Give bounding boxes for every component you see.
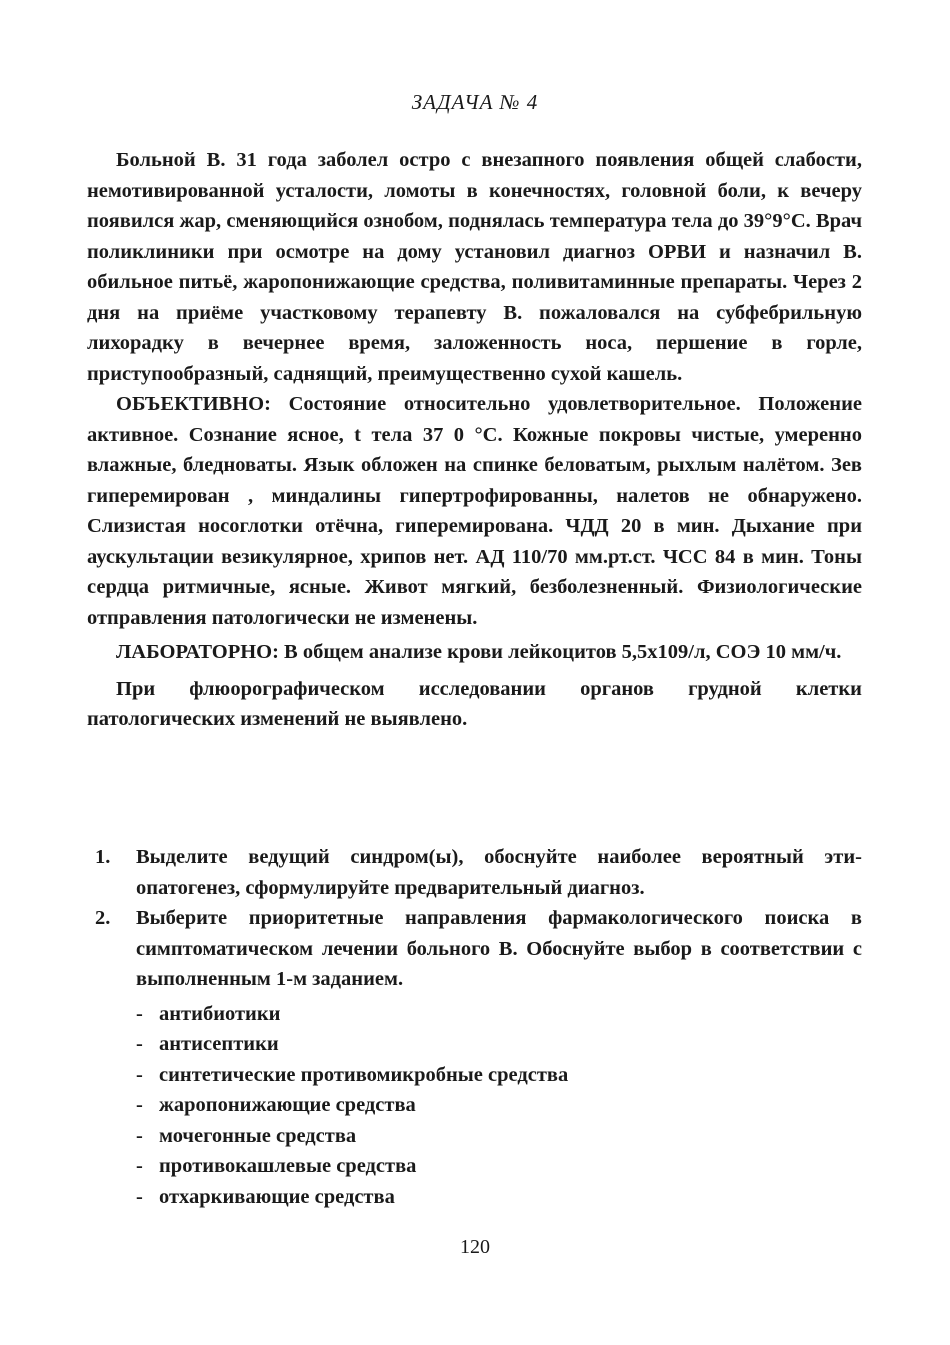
option-label: мочегонные средства [159, 1124, 357, 1147]
case-description [87, 145, 862, 735]
option-item [136, 1029, 862, 1060]
option-marker: - [136, 1185, 143, 1208]
task-text: Выделите ведущий синдром(ы), обоснуйте наиболее вероятный эти-опатогенез, сформулируйте предварительный диагноз. [136, 846, 862, 899]
option-marker: - [136, 1155, 143, 1177]
option-marker: - [136, 1063, 143, 1086]
option-item [136, 999, 862, 1030]
option-label: отхаркивающие средства [159, 1185, 395, 1208]
drug-options-list [136, 999, 862, 1213]
page-number: 120 [460, 1236, 490, 1258]
task-title: ЗАДАЧА № 4 [411, 90, 539, 114]
task-number: 2. [95, 907, 111, 929]
option-label: синтетические противомикробные средства [159, 1063, 569, 1086]
option-marker: - [136, 1033, 143, 1055]
case-paragraph: Больной В. 31 года заболел остро с внезапного появления общей слабости, немотивированной усталости, ломоты в конечностях, головной боли, к вечеру появился жар, сменяющийся ознобом, поднялась температура тела до 39°9°С. Врач поликлиники при осмотре на дому установил диагноз ОРВИ и назначил В. обильное питьё, жаропонижающие средства, поливитаминные препараты. Через 2 дня на приёме участковому терапевту В. пожаловался на субфебрильную лихорадку в вечернее время, заложенность носа, першение в горле, приступообразный, саднящий, преимущественно сухой кашель. [87, 149, 862, 385]
option-label: антисептики [159, 1033, 279, 1055]
option-item [136, 1090, 862, 1121]
option-label: жаропонижающие средства [159, 1094, 416, 1116]
objective-paragraph: ОБЪЕКТИВНО: Состояние относительно удовлетворительное. Положение активное. Сознание ясное, t тела 37 0 °С. Кожные покровы чистые, умеренно влажные, бледноваты. Язык обложен на спинке беловатым, рыхлым налётом. Зев гиперемирован , миндалины гипертрофированны, налетов не обнаружено. Слизистая носоглотки отёчна, гиперемирована. ЧДД 20 в мин. Дыхание при аускультации везикулярное, хрипов нет. АД 110/70 мм.рт.ст. ЧСС 84 в мин. Тоны сердца ритмичные, ясные. Живот мягкий, безболезненный. Физиологические отправления патологически не изменены. [87, 393, 862, 629]
option-label: противокашлевые средства [159, 1155, 417, 1177]
option-item [136, 1151, 862, 1182]
task-number: 1. [95, 846, 111, 868]
option-marker: - [136, 1002, 143, 1025]
option-item [136, 1060, 862, 1091]
option-item [136, 1121, 862, 1152]
option-marker: - [136, 1094, 143, 1116]
xray-paragraph: При флюорографическом исследовании органов грудной клетки патологических изменений не выявлено. [87, 677, 862, 730]
task-list [87, 842, 862, 1212]
task-text: Выберите приоритетные направления фармакологического поиска в симптоматическом лечении больного В. Обоснуйте выбор в соответствии с выполненным 1-м заданием. [136, 907, 862, 990]
option-item [136, 1182, 862, 1213]
task-item [87, 842, 862, 903]
option-label: антибиотики [159, 1002, 281, 1025]
task-item [87, 903, 862, 995]
lab-paragraph: ЛАБОРАТОРНО: В общем анализе крови лейкоцитов 5,5х109/л, СОЭ 10 мм/ч. [116, 641, 842, 663]
option-marker: - [136, 1124, 143, 1147]
